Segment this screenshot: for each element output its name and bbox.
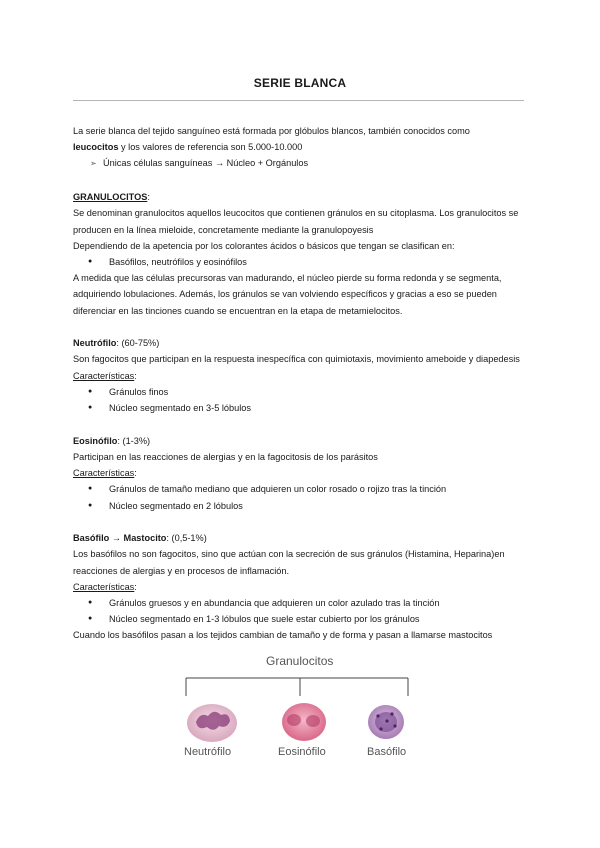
- basofilo-closing: Cuando los basófilos pasan a los tejidos cambian de tamaño y de forma y pasan a llamarse mastocitos: [73, 630, 493, 641]
- eosinofilo-list: [73, 481, 529, 513]
- basofilo-cell: [368, 705, 404, 739]
- granulocitos-p2: Dependiendo de la apetencia por los colorantes ácidos o básicos que tengan se clasifican en:: [73, 240, 455, 251]
- granulocitos-heading: [73, 189, 529, 205]
- neutrofilo-bullet: ● Núcleo segmentado en 3-5 lóbulos: [73, 400, 529, 416]
- neutrofilo-char-suffix: :: [134, 370, 137, 381]
- intro-paragraph: [73, 123, 529, 155]
- document-body: [73, 123, 529, 644]
- basofilo-char-heading: [73, 579, 529, 595]
- eosinofilo-bullet: ● Gránulos de tamaño mediano que adquieren un color rosado o rojizo tras la tinción: [73, 481, 529, 497]
- intro-rest: y los valores de referencia son 5.000-10.000: [118, 142, 303, 153]
- neutrofilo-desc: Son fagocitos que participan en la respuesta inespecífica con quimiotaxis, movimiento ameboide y diapedesis: [73, 354, 520, 365]
- eosinofilo-desc: Participan en las reacciones de alergias y en la fagocitosis de los parásitos: [73, 451, 378, 462]
- eosinofilo-char-suffix: :: [134, 468, 137, 479]
- basofilo-char-label: Características: [73, 581, 135, 592]
- eosinofilo-heading: [73, 433, 529, 449]
- intro-arrow-item: [73, 155, 529, 172]
- eosinofilo-cell: [282, 703, 326, 741]
- intro-line: La serie blanca del tejido sanguíneo está formada por glóbulos blancos, también conocidos como: [73, 126, 470, 136]
- granulocitos-heading-text: GRANULOCITOS: [73, 192, 148, 203]
- figure-label-basofilo: Basófilo: [367, 746, 407, 758]
- neutrofilo-heading: [73, 335, 529, 351]
- neutrofilo-list: [73, 384, 529, 416]
- basofilo-heading: [73, 530, 529, 546]
- eosinofilo-char-heading: [73, 465, 529, 481]
- basofilo-desc: Los basófilos no son fagocitos, sino que actúan con la secreción de sus gránulos (Histamina, Heparina)en reacciones de alergias y en procesos de inflamación.: [73, 549, 505, 576]
- title-divider: [73, 100, 524, 101]
- granulocitos-p1: Se denominan granulocitos aquellos leucocitos que contienen gránulos en su citoplasma. Los granulocitos se producen en la línea mieloide, concretamente mediante la granulopoyesis: [73, 208, 519, 235]
- basofilo-range: : (0,5-1%): [166, 533, 207, 544]
- neutrofilo-char-label: Características: [73, 370, 135, 381]
- eosinofilo-name: Eosinófilo: [73, 435, 118, 446]
- intro-arrow-text: Únicas células sanguíneas → Núcleo + Orgánulos: [103, 158, 309, 169]
- figure-label-neutrofilo: Neutrófilo: [184, 746, 232, 758]
- basofilo-char-suffix: :: [134, 581, 137, 592]
- granulocitos-p3: A medida que las células precursoras van madurando, el núcleo pierde su forma redonda y se segmenta, adquiriendo lobulaciones. Además, los gránulos se van volviendo específicos y gracias a eso se pueden diferenciar en las tinciones cuando se encuentran en la etapa de metamielocitos.: [73, 273, 502, 316]
- neutrofilo-bullet: ● Gránulos finos: [73, 384, 529, 400]
- granulocitos-list: [73, 254, 529, 270]
- intro-bold-term: leucocitos: [73, 142, 119, 153]
- neutrofilo-range: : (60-75%): [116, 338, 160, 349]
- neutrofilo-name: Neutrófilo: [73, 338, 117, 349]
- granulocitos-bullet: ● Basófilos, neutrófilos y eosinófilos: [73, 254, 529, 270]
- basofilo-bullet: ● Núcleo segmentado en 1-3 lóbulos que suele estar cubierto por los gránulos: [73, 611, 529, 627]
- eosinofilo-char-label: Características: [73, 468, 135, 479]
- figure-title: Granulocitos: [266, 654, 334, 668]
- granulocitos-figure: [172, 656, 428, 764]
- figure-label-eosinofilo: Eosinófilo: [278, 746, 326, 758]
- granulocitos-heading-suffix: :: [147, 192, 150, 203]
- neutrofilo-char-heading: [73, 368, 529, 384]
- page-title: SERIE BLANCA: [253, 76, 347, 90]
- eosinofilo-bullet: ● Núcleo segmentado en 2 lóbulos: [73, 498, 529, 514]
- neutrofilo-cell: [187, 704, 237, 742]
- arrow-bullet-icon: ➣: [90, 159, 97, 169]
- basofilo-name: Basófilo → Mastocito: [73, 533, 167, 544]
- basofilo-list: [73, 595, 529, 627]
- basofilo-bullet: ● Gránulos gruesos y en abundancia que adquieren un color azulado tras la tinción: [73, 595, 529, 611]
- eosinofilo-range: : (1-3%): [117, 435, 151, 446]
